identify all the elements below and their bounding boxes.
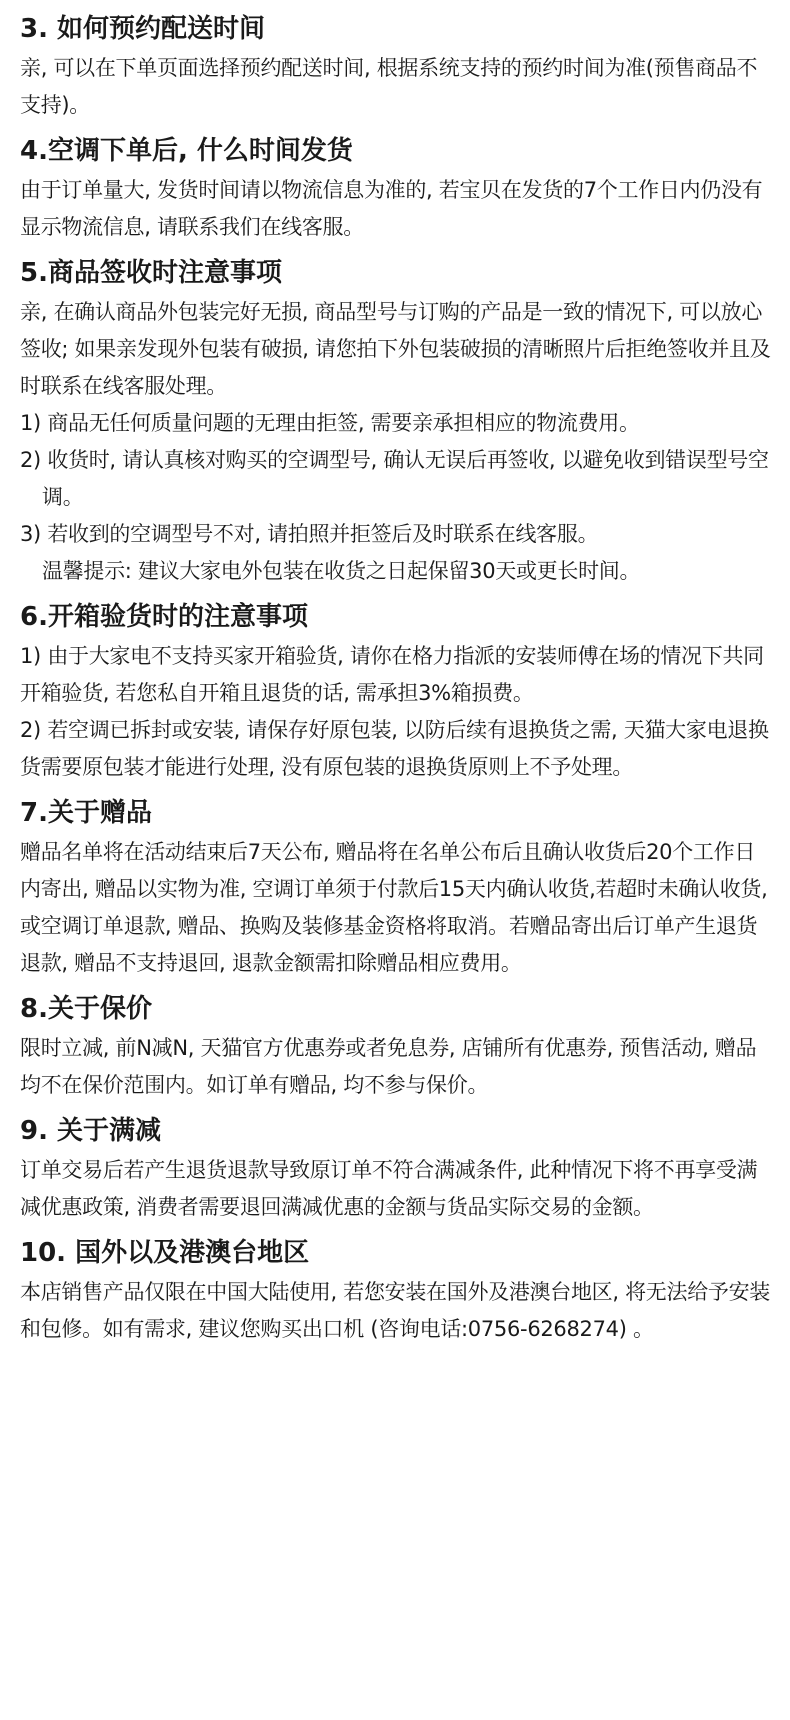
section-title: 9. 关于满减 [20, 1116, 162, 1146]
section-full-reduction [20, 1110, 774, 1226]
section-shipping-time [20, 130, 774, 246]
section-paragraph: 亲, 可以在下单页面选择预约配送时间, 根据系统支持的预约时间为准(预售商品不支持)。 [20, 56, 758, 117]
section-paragraph: 赠品名单将在活动结束后7天公布, 赠品将在名单公布后且确认收货后20个工作日内寄出, 赠品以实物为准, 空调订单须于付款后15天内确认收货,若超时未确认收货, 或空调订单退款, 赠品、换购及装修基金资格将取消。若赠品寄出后订单产生退货退款, 赠品不支持退回, 退款金额需扣除赠品相应费用。 [20, 840, 768, 975]
section-overseas-regions [20, 1232, 774, 1348]
section-title: 5.商品签收时注意事项 [20, 258, 282, 288]
list-item: 3) 若收到的空调型号不对, 请拍照并拒签后及时联系在线客服。 [20, 522, 599, 546]
section-title: 3. 如何预约配送时间 [20, 14, 266, 44]
section-title: 6.开箱验货时的注意事项 [20, 602, 308, 632]
section-paragraph: 订单交易后若产生退货退款导致原订单不符合满减条件, 此种情况下将不再享受满减优惠政策, 消费者需要退回满减优惠的金额与货品实际交易的金额。 [20, 1158, 758, 1219]
tip-note: 温馨提示: 建议大家电外包装在收货之日起保留30天或更长时间。 [42, 559, 641, 583]
list-item: 1) 由于大家电不支持买家开箱验货, 请你在格力指派的安装师傅在场的情况下共同开箱验货, 若您私自开箱且退货的话, 需承担3%箱损费。 [20, 644, 764, 705]
section-paragraph: 限时立减, 前N减N, 天猫官方优惠券或者免息券, 店铺所有优惠券, 预售活动, 赠品均不在保价范围内。如订单有赠品, 均不参与保价。 [20, 1036, 757, 1097]
section-paragraph: 由于订单量大, 发货时间请以物流信息为准的, 若宝贝在发货的7个工作日内仍没有显示物流信息, 请联系我们在线客服。 [20, 178, 763, 239]
list-item: 1) 商品无任何质量问题的无理由拒签, 需要亲承担相应的物流费用。 [20, 411, 640, 435]
section-title: 8.关于保价 [20, 994, 152, 1024]
section-paragraph: 本店销售产品仅限在中国大陆使用, 若您安装在国外及港澳台地区, 将无法给予安装和包修。如有需求, 建议您购买出口机 (咨询电话:0756-6268274) 。 [20, 1280, 770, 1341]
section-receipt-notes [20, 252, 774, 590]
section-title: 7.关于赠品 [20, 798, 152, 828]
section-title: 10. 国外以及港澳台地区 [20, 1238, 310, 1268]
list-item: 2) 收货时, 请认真核对购买的空调型号, 确认无误后再签收, 以避免收到错误型号空调。 [20, 448, 769, 509]
section-paragraph: 亲, 在确认商品外包装完好无损, 商品型号与订购的产品是一致的情况下, 可以放心签收; 如果亲发现外包装有破损, 请您拍下外包装破损的清晰照片后拒绝签收并且及时联系在线客服处理。 [20, 300, 771, 398]
section-price-protection [20, 988, 774, 1104]
section-delivery-appointment [20, 8, 774, 124]
list-item: 2) 若空调已拆封或安装, 请保存好原包装, 以防后续有退换货之需, 天猫大家电退换货需要原包装才能进行处理, 没有原包装的退换货原则上不予处理。 [20, 718, 769, 779]
section-title: 4.空调下单后, 什么时间发货 [20, 136, 353, 166]
section-unboxing-inspection [20, 596, 774, 786]
section-gifts [20, 792, 774, 982]
